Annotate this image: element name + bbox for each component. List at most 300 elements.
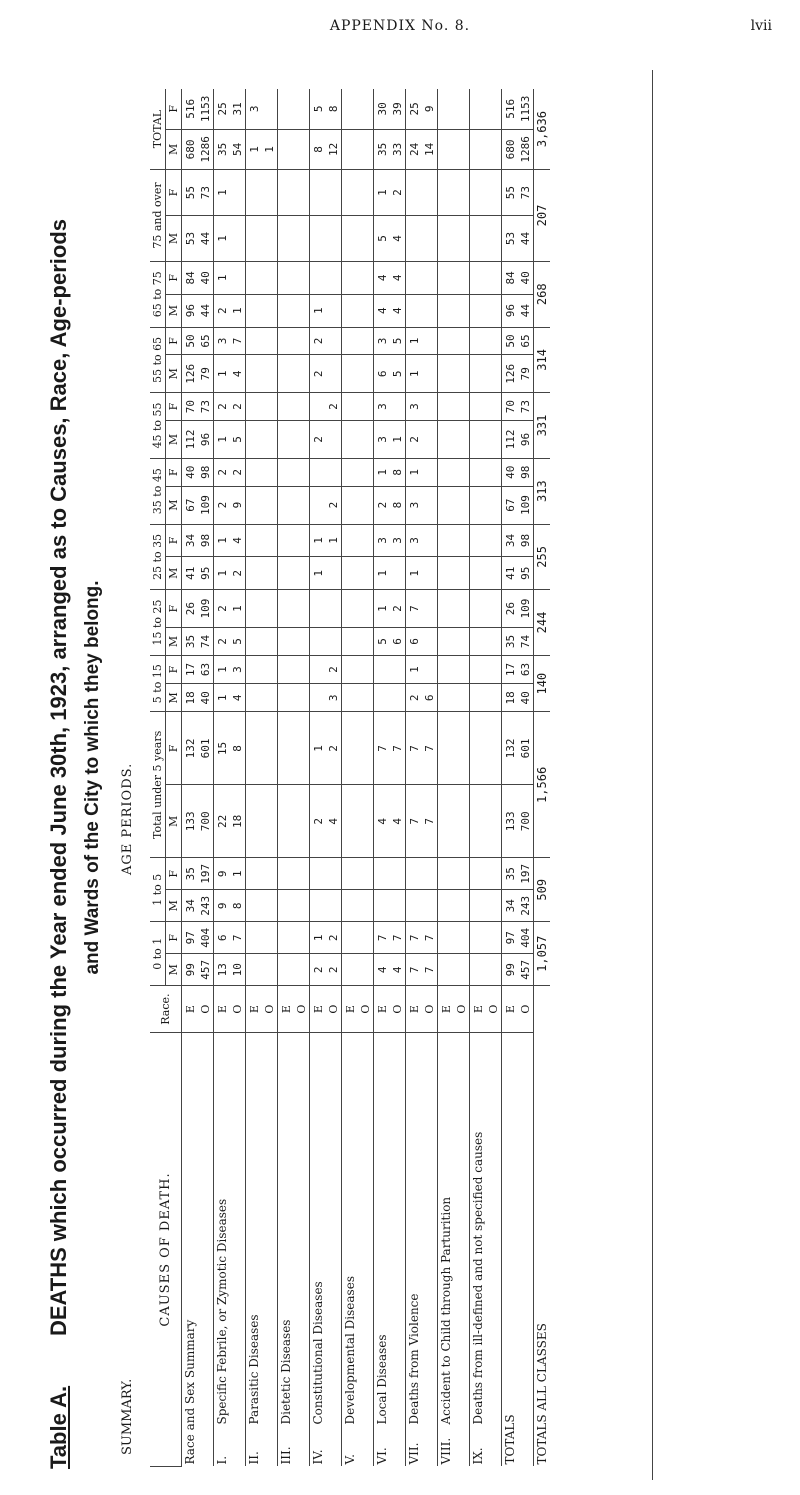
value-cell: [438, 590, 455, 628]
value-cell: 1153: [518, 89, 534, 129]
value-cell: 25: [214, 89, 231, 129]
age-column-header: 55 to 65: [150, 327, 166, 393]
value-cell: 8: [390, 486, 406, 524]
sex-header: M: [166, 890, 182, 922]
value-cell: [246, 355, 263, 393]
value-cell: [262, 590, 278, 628]
value-cell: 1: [214, 355, 231, 393]
cause-name: Accident to Child through Parturition: [439, 1196, 453, 1425]
value-cell: 4: [390, 261, 406, 294]
value-cell: [486, 355, 502, 393]
table-row: [262, 89, 278, 1467]
cause-cell: [246, 1032, 263, 1466]
value-cell: 35: [374, 129, 391, 170]
value-cell: [342, 170, 359, 216]
sex-header: F: [166, 922, 182, 954]
value-cell: [438, 524, 455, 557]
table-row: [230, 89, 246, 1467]
value-cell: 55: [182, 170, 199, 216]
value-cell: 680: [182, 129, 199, 170]
value-cell: [454, 954, 470, 986]
value-cell: [278, 712, 295, 785]
table-row: [422, 89, 438, 1467]
grand-total-cell: 244: [534, 590, 551, 656]
sex-header: F: [166, 590, 182, 628]
value-cell: 7: [390, 922, 406, 954]
value-cell: [358, 890, 374, 922]
value-cell: [294, 393, 310, 421]
value-cell: 97: [502, 922, 519, 954]
value-cell: 516: [502, 89, 519, 129]
value-cell: [326, 557, 342, 590]
value-cell: 2: [374, 486, 391, 524]
value-cell: 4: [230, 524, 246, 557]
value-cell: [262, 261, 278, 294]
race-cell: O: [230, 986, 246, 1033]
value-cell: 24: [406, 129, 423, 170]
value-cell: [470, 294, 487, 327]
value-cell: 73: [198, 393, 214, 421]
value-cell: [310, 486, 327, 524]
table-title-line2: and Wards of the City to which they belong.: [82, 580, 103, 975]
value-cell: [342, 785, 359, 858]
value-cell: [454, 628, 470, 656]
value-cell: [262, 557, 278, 590]
value-cell: [358, 458, 374, 486]
value-cell: [278, 294, 295, 327]
value-cell: 98: [518, 524, 534, 557]
value-cell: [294, 557, 310, 590]
value-cell: 2: [326, 393, 342, 421]
value-cell: 1: [310, 922, 327, 954]
value-cell: 63: [518, 655, 534, 683]
value-cell: 700: [198, 785, 214, 858]
value-cell: [358, 785, 374, 858]
value-cell: [246, 327, 263, 355]
age-column-header: 65 to 75: [150, 261, 166, 327]
value-cell: [246, 655, 263, 683]
value-cell: [262, 858, 278, 890]
value-cell: [246, 858, 263, 890]
value-cell: 35: [502, 858, 519, 890]
value-cell: 2: [326, 655, 342, 683]
value-cell: 33: [390, 129, 406, 170]
value-cell: [278, 129, 295, 170]
value-cell: 109: [518, 590, 534, 628]
value-cell: 6: [390, 628, 406, 656]
value-cell: 17: [182, 655, 199, 683]
value-cell: [278, 486, 295, 524]
value-cell: 55: [502, 170, 519, 216]
value-cell: [454, 557, 470, 590]
value-cell: [294, 216, 310, 262]
value-cell: [454, 421, 470, 459]
cause-name: Constitutional Diseases: [311, 1281, 325, 1425]
value-cell: [374, 655, 391, 683]
value-cell: 70: [502, 393, 519, 421]
value-cell: [486, 129, 502, 170]
value-cell: [262, 684, 278, 712]
value-cell: [342, 458, 359, 486]
value-cell: [486, 712, 502, 785]
value-cell: [278, 858, 295, 890]
value-cell: [454, 655, 470, 683]
race-cell: E: [502, 986, 519, 1033]
value-cell: 680: [502, 129, 519, 170]
value-cell: 126: [182, 355, 199, 393]
value-cell: 13: [214, 954, 231, 986]
value-cell: 53: [502, 216, 519, 262]
value-cell: [262, 524, 278, 557]
cause-number: IX.: [471, 1447, 485, 1465]
value-cell: [262, 294, 278, 327]
cause-name: Parasitic Diseases: [247, 1314, 261, 1425]
value-cell: [454, 393, 470, 421]
table-label: Table A.: [46, 1385, 71, 1469]
value-cell: [470, 655, 487, 683]
value-cell: [310, 216, 327, 262]
value-cell: [342, 89, 359, 129]
value-cell: [358, 922, 374, 954]
value-cell: 31: [230, 89, 246, 129]
value-cell: [278, 261, 295, 294]
value-cell: 50: [502, 327, 519, 355]
race-header: Race.: [150, 986, 182, 1033]
value-cell: 1286: [198, 129, 214, 170]
race-cell: E: [342, 986, 359, 1033]
value-cell: 2: [310, 327, 327, 355]
value-cell: 98: [198, 458, 214, 486]
age-column-header: TOTAL: [150, 89, 166, 170]
value-cell: [422, 557, 438, 590]
cause-number: III.: [279, 1446, 293, 1465]
totals-all-classes-row: [534, 89, 551, 1467]
value-cell: 1: [310, 712, 327, 785]
value-cell: 1: [230, 590, 246, 628]
value-cell: [310, 393, 327, 421]
value-cell: 74: [518, 628, 534, 656]
sex-header: F: [166, 261, 182, 294]
value-cell: [486, 590, 502, 628]
value-cell: [246, 628, 263, 656]
value-cell: [438, 954, 455, 986]
value-cell: [326, 421, 342, 459]
value-cell: [342, 684, 359, 712]
value-cell: [486, 327, 502, 355]
value-cell: 133: [182, 785, 199, 858]
value-cell: [294, 712, 310, 785]
value-cell: 44: [198, 294, 214, 327]
value-cell: [470, 89, 487, 129]
value-cell: [422, 327, 438, 355]
value-cell: 18: [230, 785, 246, 858]
cause-cell: [278, 1032, 295, 1466]
sex-header: M: [166, 486, 182, 524]
value-cell: [294, 170, 310, 216]
value-cell: 35: [214, 129, 231, 170]
value-cell: [342, 216, 359, 262]
value-cell: [486, 628, 502, 656]
value-cell: 3: [246, 89, 263, 129]
value-cell: 41: [182, 557, 199, 590]
value-cell: 2: [326, 954, 342, 986]
value-cell: [246, 684, 263, 712]
age-column-header: 15 to 25: [150, 590, 166, 656]
value-cell: [438, 922, 455, 954]
value-cell: 3: [374, 327, 391, 355]
value-cell: [326, 261, 342, 294]
value-cell: 109: [198, 590, 214, 628]
value-cell: [326, 858, 342, 890]
value-cell: [278, 393, 295, 421]
value-cell: 4: [230, 684, 246, 712]
value-cell: [326, 628, 342, 656]
value-cell: 1: [246, 129, 263, 170]
value-cell: [454, 486, 470, 524]
race-cell: O: [422, 986, 438, 1033]
value-cell: [342, 129, 359, 170]
table-row: [390, 89, 406, 1467]
cause-cell: [486, 1032, 502, 1466]
value-cell: 2: [310, 421, 327, 459]
value-cell: [406, 261, 423, 294]
value-cell: [246, 785, 263, 858]
value-cell: [262, 216, 278, 262]
grand-total-cell: 268: [534, 261, 551, 327]
value-cell: [278, 89, 295, 129]
value-cell: [294, 655, 310, 683]
value-cell: [470, 922, 487, 954]
value-cell: 2: [214, 294, 231, 327]
table-row: [374, 89, 391, 1467]
value-cell: [262, 393, 278, 421]
value-cell: 2: [230, 458, 246, 486]
value-cell: [262, 712, 278, 785]
value-cell: 7: [406, 712, 423, 785]
value-cell: [454, 684, 470, 712]
value-cell: 1: [214, 216, 231, 262]
cause-cell: [214, 1032, 231, 1466]
value-cell: 133: [502, 785, 519, 858]
value-cell: [470, 785, 487, 858]
value-cell: [358, 421, 374, 459]
value-cell: [438, 684, 455, 712]
value-cell: 109: [518, 486, 534, 524]
value-cell: 5: [374, 628, 391, 656]
value-cell: 4: [390, 294, 406, 327]
value-cell: [470, 129, 487, 170]
value-cell: [358, 129, 374, 170]
sex-header: M: [166, 785, 182, 858]
value-cell: 74: [198, 628, 214, 656]
grand-total-cell: 331: [534, 393, 551, 459]
value-cell: [422, 486, 438, 524]
value-cell: 1: [214, 261, 231, 294]
value-cell: [342, 557, 359, 590]
value-cell: [342, 954, 359, 986]
value-cell: [438, 890, 455, 922]
value-cell: [470, 557, 487, 590]
value-cell: 2: [310, 785, 327, 858]
value-cell: 2: [214, 628, 231, 656]
cause-cell: [454, 1032, 470, 1466]
value-cell: [470, 628, 487, 656]
value-cell: 4: [374, 785, 391, 858]
value-cell: 22: [214, 785, 231, 858]
cause-cell: [502, 1032, 519, 1466]
value-cell: [486, 785, 502, 858]
table-row: [246, 89, 263, 1467]
value-cell: 516: [182, 89, 199, 129]
value-cell: 8: [310, 129, 327, 170]
value-cell: 4: [374, 294, 391, 327]
rotated-table-page: [40, 80, 645, 1475]
value-cell: [326, 355, 342, 393]
value-cell: 17: [502, 655, 519, 683]
value-cell: [422, 655, 438, 683]
value-cell: 7: [406, 590, 423, 628]
value-cell: 54: [230, 129, 246, 170]
value-cell: 243: [518, 890, 534, 922]
value-cell: 1: [214, 655, 231, 683]
value-cell: [246, 712, 263, 785]
value-cell: 7: [374, 922, 391, 954]
value-cell: [470, 590, 487, 628]
value-cell: 601: [518, 712, 534, 785]
value-cell: [486, 89, 502, 129]
value-cell: 4: [326, 785, 342, 858]
value-cell: [454, 129, 470, 170]
value-cell: [422, 393, 438, 421]
value-cell: [358, 655, 374, 683]
value-cell: 79: [518, 355, 534, 393]
value-cell: 9: [230, 486, 246, 524]
value-cell: 132: [182, 712, 199, 785]
value-cell: [294, 355, 310, 393]
sex-header: M: [166, 216, 182, 262]
value-cell: [422, 458, 438, 486]
value-cell: [342, 355, 359, 393]
race-cell: O: [198, 986, 214, 1033]
race-cell: E: [246, 986, 263, 1033]
value-cell: 2: [214, 393, 231, 421]
value-cell: 40: [518, 261, 534, 294]
title-line1-text: DEATHS which occurred during the Year ended June 30th, 1923, arranged as to Causes, Race, Age-periods: [46, 218, 71, 1337]
value-cell: 5: [230, 421, 246, 459]
sex-header: F: [166, 170, 182, 216]
value-cell: [310, 858, 327, 890]
value-cell: 3: [374, 393, 391, 421]
value-cell: 1: [326, 524, 342, 557]
value-cell: [486, 261, 502, 294]
value-cell: 14: [422, 129, 438, 170]
value-cell: 18: [502, 684, 519, 712]
value-cell: [422, 294, 438, 327]
value-cell: 2: [326, 922, 342, 954]
value-cell: 7: [406, 954, 423, 986]
table-row: [310, 89, 327, 1467]
value-cell: [358, 524, 374, 557]
value-cell: 404: [198, 922, 214, 954]
value-cell: [278, 216, 295, 262]
sex-header: F: [166, 524, 182, 557]
value-cell: [454, 216, 470, 262]
sex-header: F: [166, 393, 182, 421]
value-cell: 3: [374, 524, 391, 557]
value-cell: 1: [374, 590, 391, 628]
value-cell: [294, 421, 310, 459]
value-cell: 4: [390, 216, 406, 262]
value-cell: [246, 922, 263, 954]
value-cell: 96: [182, 294, 199, 327]
sex-header: M: [166, 421, 182, 459]
value-cell: 1153: [198, 89, 214, 129]
value-cell: 700: [518, 785, 534, 858]
value-cell: 1: [230, 294, 246, 327]
cause-cell: [310, 1032, 327, 1466]
value-cell: [294, 785, 310, 858]
value-cell: [262, 628, 278, 656]
value-cell: [454, 294, 470, 327]
cause-name: Local Diseases: [375, 1334, 389, 1425]
value-cell: 1: [310, 294, 327, 327]
value-cell: 65: [198, 327, 214, 355]
sex-header: F: [166, 858, 182, 890]
value-cell: 7: [422, 922, 438, 954]
value-cell: [278, 421, 295, 459]
value-cell: [246, 954, 263, 986]
cause-cell: [182, 1032, 199, 1466]
value-cell: [358, 89, 374, 129]
value-cell: [470, 954, 487, 986]
value-cell: [438, 170, 455, 216]
value-cell: [342, 421, 359, 459]
value-cell: 132: [502, 712, 519, 785]
value-cell: [406, 216, 423, 262]
value-cell: [246, 294, 263, 327]
value-cell: 2: [406, 684, 423, 712]
value-cell: 2: [326, 712, 342, 785]
value-cell: 7: [422, 954, 438, 986]
value-cell: 3: [326, 684, 342, 712]
value-cell: [262, 89, 278, 129]
age-column-header: 35 to 45: [150, 458, 166, 524]
race-cell: E: [182, 986, 199, 1033]
table-row: [198, 89, 214, 1467]
value-cell: 18: [182, 684, 199, 712]
value-cell: [486, 557, 502, 590]
cause-number: VII.: [407, 1442, 421, 1465]
cause-cell: [294, 1032, 310, 1466]
value-cell: 70: [182, 393, 199, 421]
value-cell: 35: [182, 628, 199, 656]
value-cell: [278, 785, 295, 858]
value-cell: 3: [214, 327, 231, 355]
value-cell: 2: [230, 557, 246, 590]
value-cell: 40: [198, 684, 214, 712]
cause-cell: [198, 1032, 214, 1466]
value-cell: 1: [406, 557, 423, 590]
value-cell: 8: [230, 890, 246, 922]
value-cell: 1: [262, 129, 278, 170]
value-cell: 404: [518, 922, 534, 954]
value-cell: [438, 785, 455, 858]
value-cell: [342, 590, 359, 628]
value-cell: 1: [214, 524, 231, 557]
value-cell: [294, 684, 310, 712]
value-cell: [454, 261, 470, 294]
value-cell: 1: [214, 557, 231, 590]
